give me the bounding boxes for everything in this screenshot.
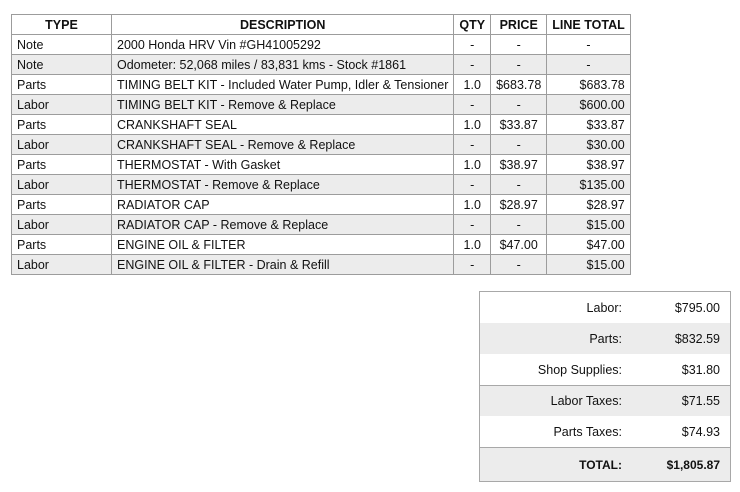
row-qty: - — [454, 55, 491, 75]
price-column-header: PRICE — [491, 15, 547, 35]
row-type: Parts — [12, 155, 112, 175]
parts-taxes-row — [480, 416, 730, 447]
parts-taxes-value: $74.93 — [681, 424, 720, 439]
labor-total-value: $795.00 — [674, 300, 720, 315]
parts-total-label: Parts: — [589, 331, 622, 346]
row-qty: - — [454, 35, 491, 55]
row-type: Labor — [12, 215, 112, 235]
row-description: 2000 Honda HRV Vin #GH41005292 — [112, 35, 454, 55]
row-line-total: $15.00 — [547, 215, 630, 235]
row-description: ENGINE OIL & FILTER — [112, 235, 454, 255]
row-type: Parts — [12, 75, 112, 95]
row-qty: 1.0 — [454, 115, 491, 135]
row-line-total: $47.00 — [547, 235, 630, 255]
shop-supplies-value: $31.80 — [681, 362, 720, 377]
row-description: CRANKSHAFT SEAL - Remove & Replace — [112, 135, 454, 155]
row-qty: - — [454, 95, 491, 115]
row-qty: - — [454, 255, 491, 275]
row-description: RADIATOR CAP - Remove & Replace — [112, 215, 454, 235]
row-description: TIMING BELT KIT - Remove & Replace — [112, 95, 454, 115]
table-row — [12, 215, 631, 235]
row-description: ENGINE OIL & FILTER - Drain & Refill — [112, 255, 454, 275]
grand-total-value: $1,805.87 — [666, 457, 720, 472]
table-row — [12, 155, 631, 175]
row-description: Odometer: 52,068 miles / 83,831 kms - Stock #1861 — [112, 55, 454, 75]
row-description: RADIATOR CAP — [112, 195, 454, 215]
row-qty: 1.0 — [454, 235, 491, 255]
table-row — [12, 255, 631, 275]
row-type: Labor — [12, 175, 112, 195]
row-price: - — [491, 255, 547, 275]
row-qty: 1.0 — [454, 195, 491, 215]
labor-total-row — [480, 292, 730, 323]
row-price: - — [491, 135, 547, 155]
table-row — [12, 135, 631, 155]
table-header-row — [12, 15, 631, 35]
shop-supplies-row — [480, 354, 730, 385]
table-row — [12, 115, 631, 135]
row-line-total: - — [547, 55, 630, 75]
row-type: Parts — [12, 195, 112, 215]
row-line-total: - — [547, 35, 630, 55]
row-price: - — [491, 35, 547, 55]
row-type: Parts — [12, 115, 112, 135]
row-price: $38.97 — [491, 155, 547, 175]
row-type: Parts — [12, 235, 112, 255]
row-price: $683.78 — [491, 75, 547, 95]
row-qty: 1.0 — [454, 155, 491, 175]
labor-total-label: Labor: — [586, 300, 622, 315]
qty-column-header: QTY — [454, 15, 491, 35]
row-line-total: $38.97 — [547, 155, 630, 175]
line-total-column-header: LINE TOTAL — [547, 15, 630, 35]
labor-taxes-row — [480, 385, 730, 416]
row-line-total: $135.00 — [547, 175, 630, 195]
row-description: THERMOSTAT - With Gasket — [112, 155, 454, 175]
table-row — [12, 195, 631, 215]
row-description: THERMOSTAT - Remove & Replace — [112, 175, 454, 195]
row-line-total: $33.87 — [547, 115, 630, 135]
row-description: TIMING BELT KIT - Included Water Pump, Idler & Tensioner — [112, 75, 454, 95]
row-line-total: $683.78 — [547, 75, 630, 95]
row-description: CRANKSHAFT SEAL — [112, 115, 454, 135]
type-column-header: TYPE — [12, 15, 112, 35]
table-row — [12, 55, 631, 75]
grand-total-row — [480, 447, 730, 481]
row-price: $33.87 — [491, 115, 547, 135]
row-line-total: $30.00 — [547, 135, 630, 155]
table-row — [12, 75, 631, 95]
row-type: Labor — [12, 255, 112, 275]
parts-total-row — [480, 323, 730, 354]
row-line-total: $600.00 — [547, 95, 630, 115]
totals-summary — [479, 291, 731, 482]
parts-taxes-label: Parts Taxes: — [553, 424, 622, 439]
shop-supplies-label: Shop Supplies: — [537, 362, 622, 377]
row-type: Note — [12, 55, 112, 75]
row-type: Note — [12, 35, 112, 55]
description-column-header: DESCRIPTION — [112, 15, 454, 35]
row-qty: - — [454, 135, 491, 155]
grand-total-label: TOTAL: — [579, 457, 622, 472]
line-items-table — [11, 14, 631, 275]
row-type: Labor — [12, 95, 112, 115]
table-row — [12, 35, 631, 55]
row-price: - — [491, 95, 547, 115]
labor-taxes-value: $71.55 — [681, 394, 720, 408]
row-price: $28.97 — [491, 195, 547, 215]
row-price: - — [491, 55, 547, 75]
row-qty: - — [454, 175, 491, 195]
row-price: - — [491, 175, 547, 195]
row-price: $47.00 — [491, 235, 547, 255]
table-row — [12, 235, 631, 255]
labor-taxes-label: Labor Taxes: — [550, 394, 622, 408]
row-qty: 1.0 — [454, 75, 491, 95]
row-price: - — [491, 215, 547, 235]
table-row — [12, 95, 631, 115]
row-line-total: $28.97 — [547, 195, 630, 215]
row-type: Labor — [12, 135, 112, 155]
table-row — [12, 175, 631, 195]
parts-total-value: $832.59 — [674, 331, 720, 346]
row-line-total: $15.00 — [547, 255, 630, 275]
row-qty: - — [454, 215, 491, 235]
